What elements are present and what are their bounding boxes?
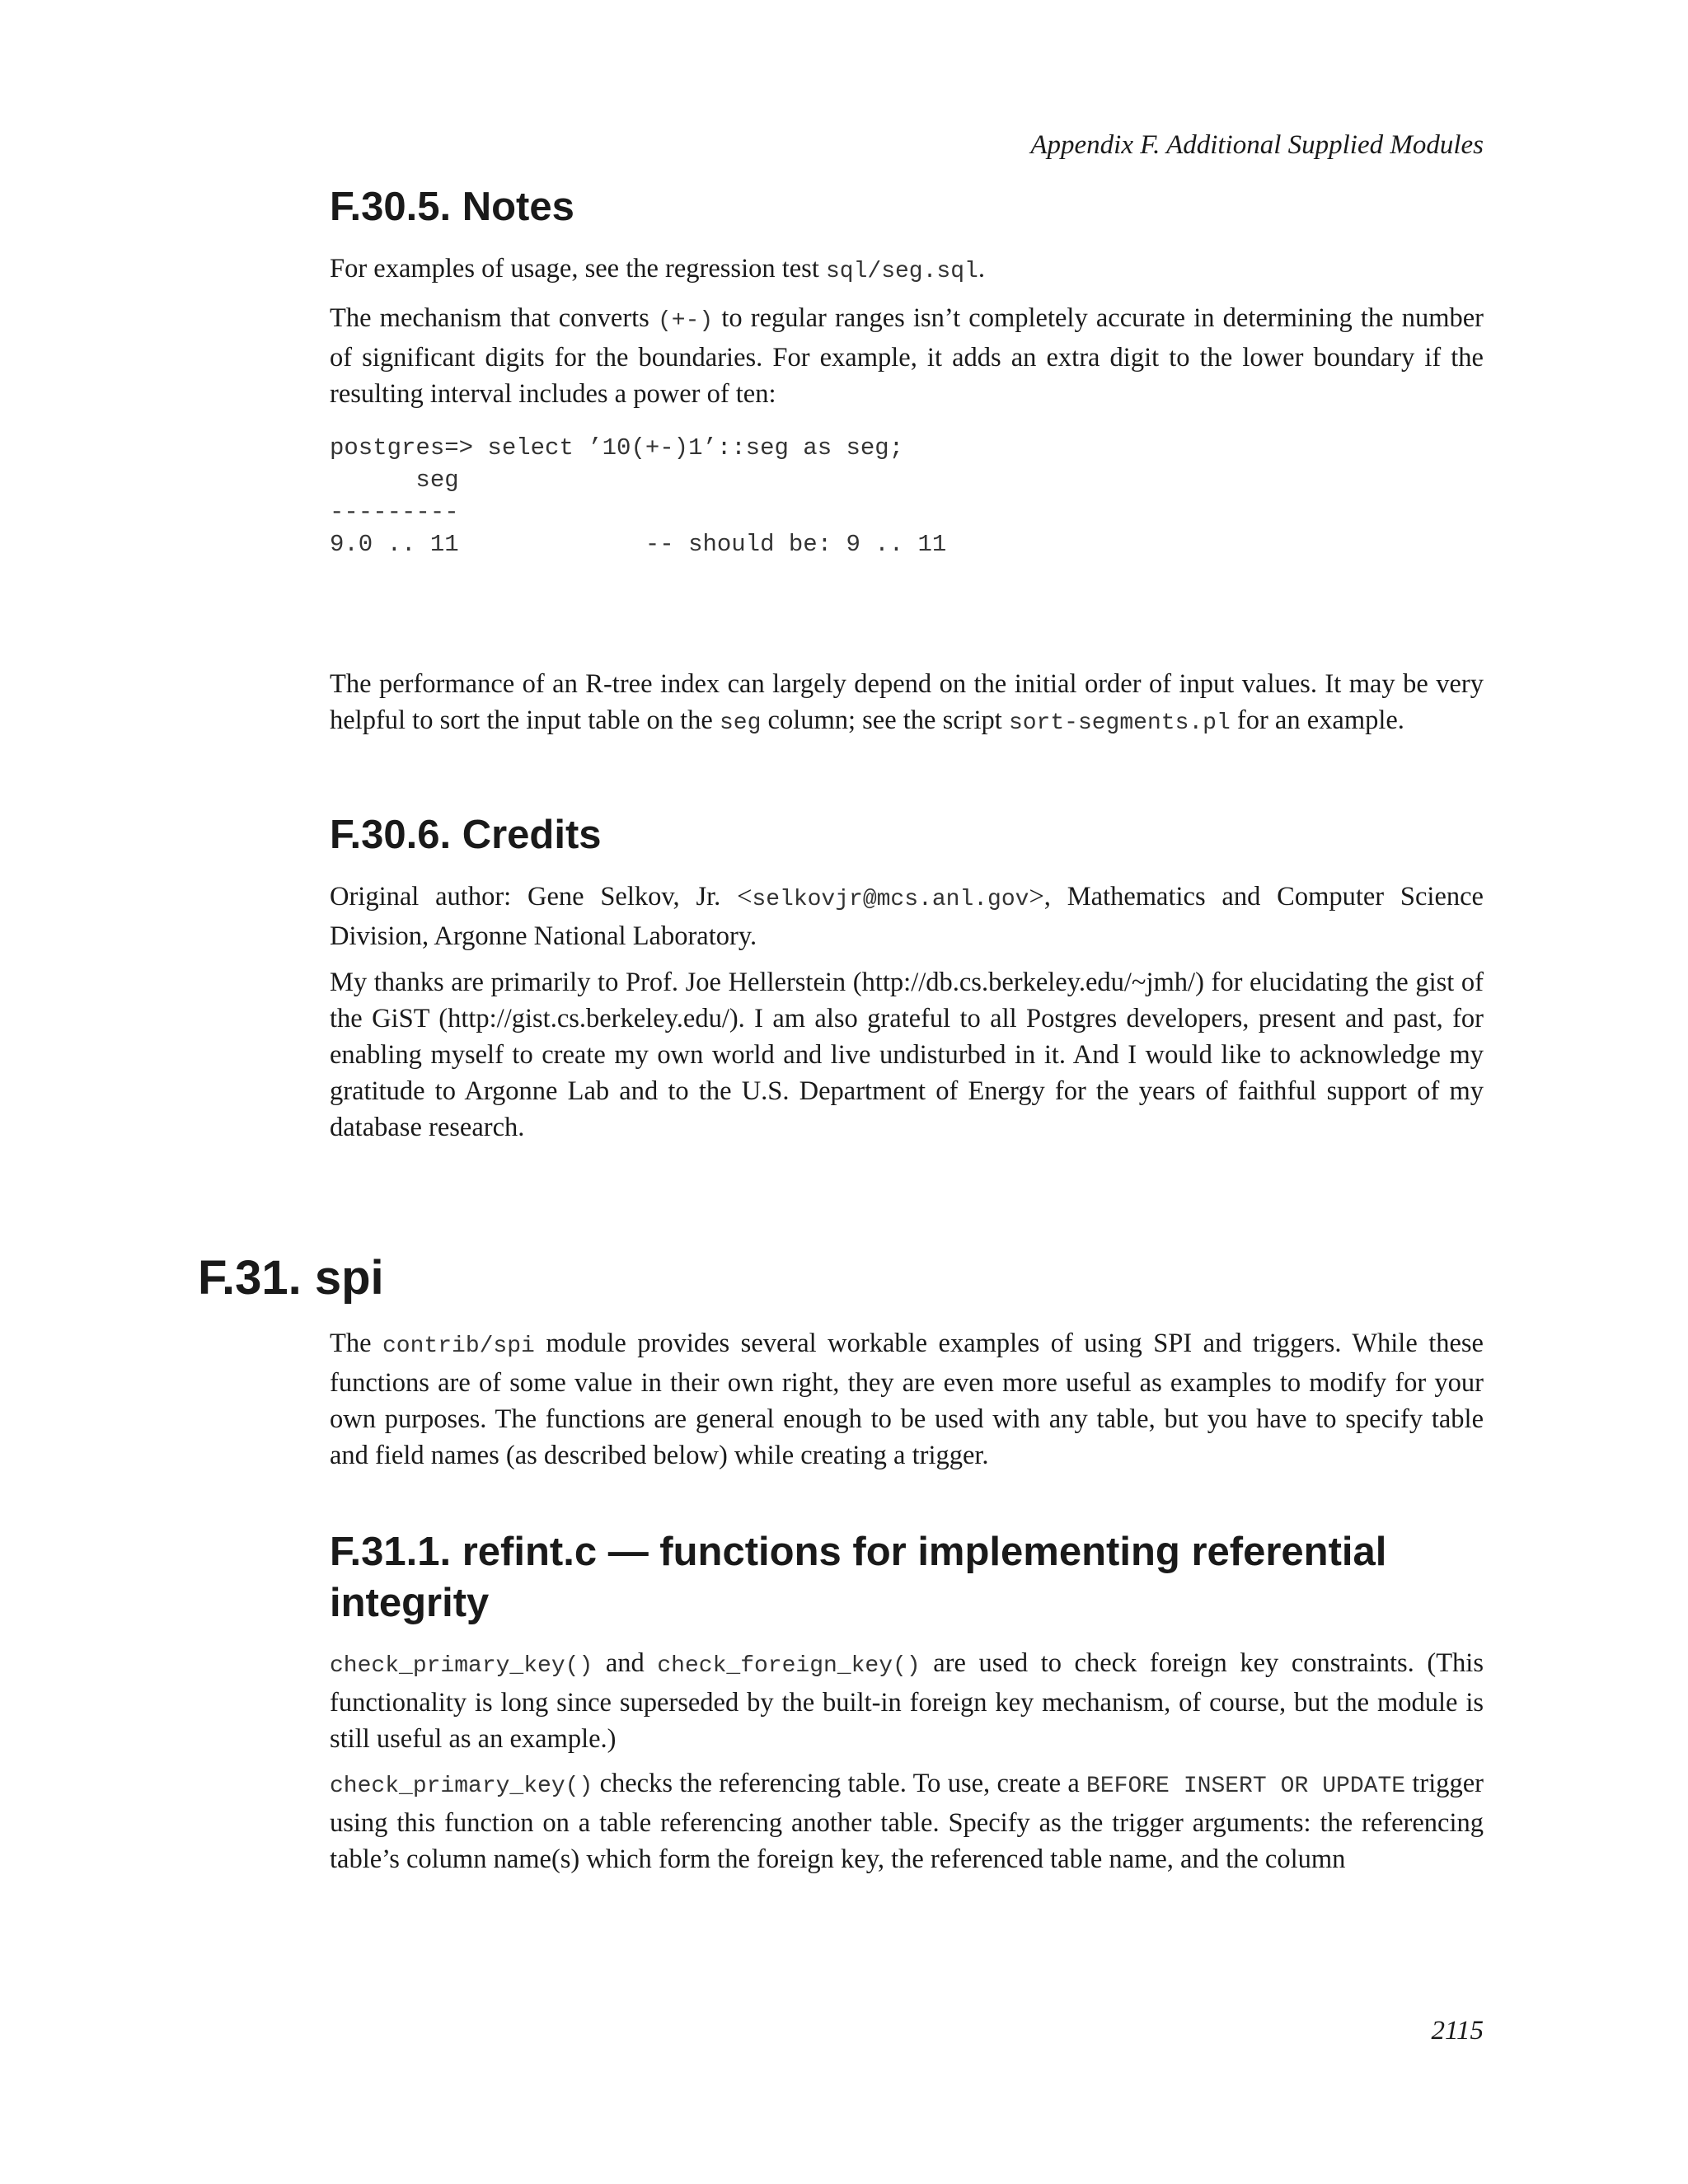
- inline-code: check_foreign_key(): [657, 1653, 921, 1679]
- text: are used to check foreign key constraints. (This functionality is long since superseded by the built-in foreign key mechanism, of course, but the module is still useful as an example.): [330, 1648, 1484, 1754]
- section-heading-refint: F.31.1. refint.c — functions for implementing referential integrity: [330, 1530, 1387, 1625]
- text: Original author: Gene Selkov, Jr. <: [330, 882, 753, 912]
- text: column; see the script: [761, 705, 1009, 735]
- inline-code: seg: [719, 710, 762, 736]
- text: For examples of usage, see the regression test: [330, 254, 826, 284]
- inline-code: contrib/spi: [382, 1333, 535, 1359]
- inline-code: (+-): [658, 308, 714, 334]
- inline-code: check_primary_key(): [330, 1774, 593, 1799]
- running-header: Appendix F. Additional Supplied Modules: [1030, 130, 1484, 160]
- code-example: postgres=> select ’10(+-)1’::seg as seg; seg --------- 9.0 .. 11 -- should be: 9 .. 11: [330, 434, 947, 558]
- text: checks the referencing table. To use, create a: [593, 1769, 1087, 1798]
- text: trigger using this function on a table referencing another table. Specify as the trigger arguments: the referencing table’s column name(s) which form the foreign key, the referenced table name, and the column: [330, 1769, 1484, 1874]
- text: to regular ranges isn’t completely accurate in determining the number of significant digits for the boundaries. For example, it adds an extra digit to the lower boundary if the resulting interval includes a power of ten:: [330, 303, 1484, 409]
- text: .: [978, 254, 985, 284]
- section-heading-notes: F.30.5. Notes: [330, 185, 574, 229]
- inline-code: sql/seg.sql: [825, 259, 978, 284]
- chapter-heading-spi: F.31. spi: [198, 1251, 384, 1305]
- spi-paragraph-1: [330, 1325, 1484, 1474]
- inline-code: sort-segments.pl: [1008, 710, 1231, 736]
- credits-paragraph-2: My thanks are primarily to Prof. Joe Hellerstein (http://db.cs.berkeley.edu/~jmh/) for elucidating the gist of the GiST (http://gist.cs.berkeley.edu/). I am also grateful to all Postgres developers, present and past, for enabling myself to create my own world and live undisturbed in it. And I would like to acknowledge my gratitude to Argonne Lab and to the U.S. Department of Energy for the years of faithful support of my database research.: [330, 968, 1484, 1142]
- page-number: 2115: [1431, 2016, 1484, 2046]
- text: The mechanism that converts: [330, 303, 658, 333]
- refint-paragraph-2: [330, 1765, 1484, 1877]
- credits-paragraph-1: [330, 879, 1484, 954]
- text: and: [593, 1648, 658, 1678]
- inline-code: check_primary_key(): [330, 1653, 593, 1679]
- inline-code: BEFORE INSERT OR UPDATE: [1086, 1774, 1406, 1799]
- text: The: [330, 1329, 382, 1358]
- notes-paragraph-2: [330, 300, 1484, 412]
- notes-paragraph-1: [330, 251, 1484, 290]
- notes-paragraph-3: [330, 666, 1484, 742]
- text: >, Mathematics and Computer Science Division, Argonne National Laboratory.: [330, 882, 1484, 951]
- section-heading-credits: F.30.6. Credits: [330, 813, 602, 857]
- inline-code: selkovjr@mcs.anl.gov: [752, 887, 1029, 912]
- text: module provides several workable examples of using SPI and triggers. While these functions are of some value in their own right, they are even more useful as examples to modify for your own purposes. The functions are general enough to be used with any table, but you have to specify table and field names (as described below) while creating a trigger.: [330, 1329, 1484, 1470]
- text: for an example.: [1230, 705, 1404, 735]
- refint-paragraph-1: [330, 1645, 1484, 1757]
- text: The performance of an R-tree index can largely depend on the initial order of input values. It may be very helpful to sort the input table on the: [330, 669, 1484, 735]
